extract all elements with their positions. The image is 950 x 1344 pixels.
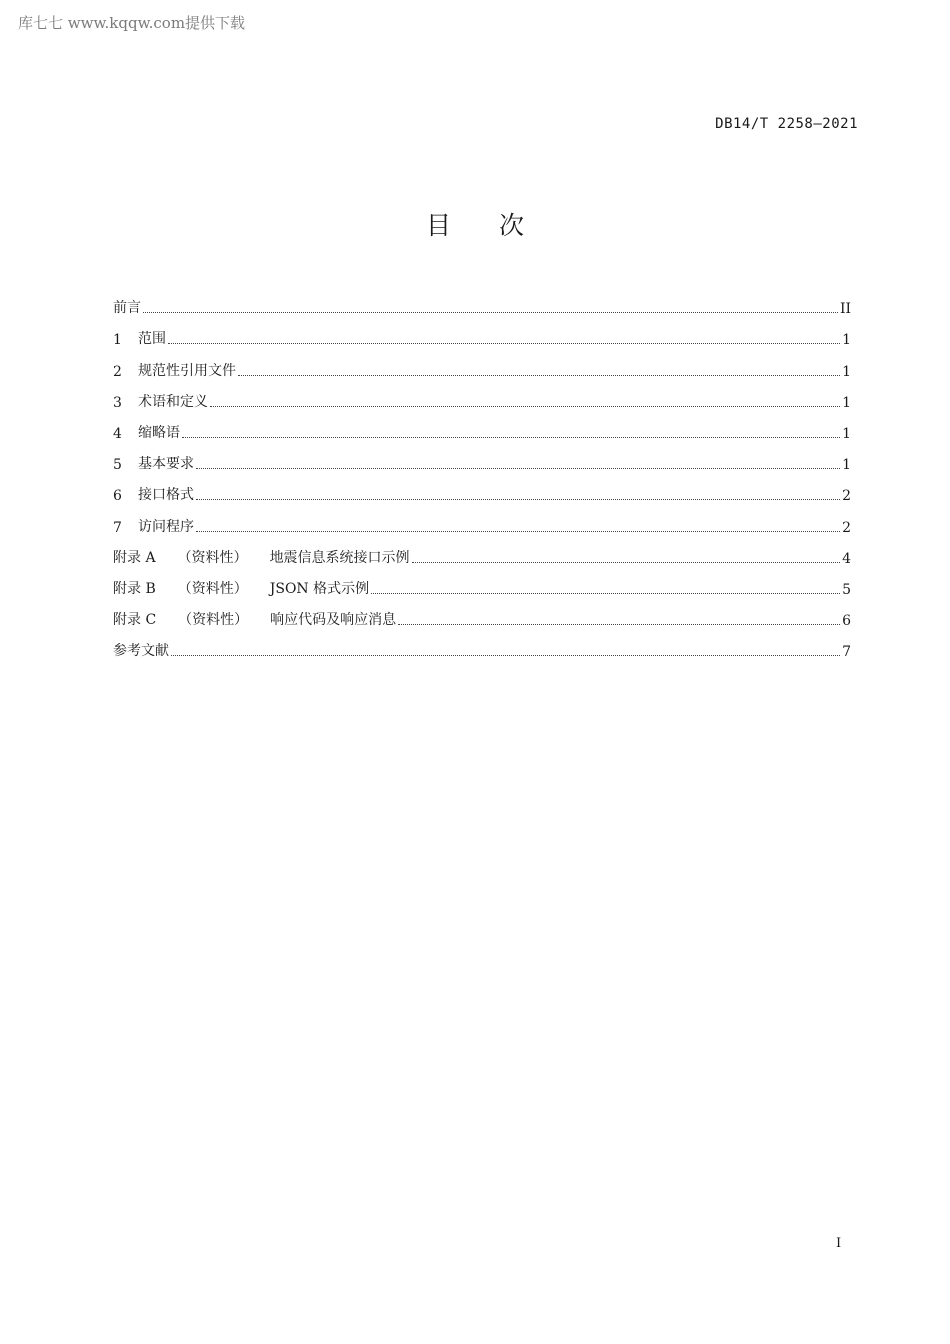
document-code: DB14/T 2258—2021 [715,116,858,132]
toc-leader-dots [168,342,840,344]
toc-leader-dots [398,623,840,625]
toc-title: 目次 [425,211,572,240]
toc-entry-page: 4 [842,550,851,567]
toc-entry-page: 1 [842,457,851,474]
page-number: I [836,1236,842,1251]
toc-leader-dots [171,654,840,656]
toc-entry-page: 1 [842,363,851,380]
toc-leader-dots [412,561,841,563]
toc-entry-page: 2 [842,488,851,505]
toc-entry-category: （资料性） [177,549,248,566]
toc-entry-text: 响应代码及响应消息 [270,612,397,629]
toc-entry-text: 参考文献 [113,643,169,660]
toc-entry-text: 术语和定义 [138,393,208,410]
toc-entry-number: 附录 B [113,580,156,597]
toc-entry-page: 6 [842,613,851,630]
toc-entry-appendix-b[interactable] [113,567,851,598]
table-of-contents [113,286,851,660]
toc-entry-number: 3 [113,394,122,411]
toc-entry-category: （资料性） [177,580,248,597]
toc-entry-page: 7 [842,644,851,661]
toc-entry-text: JSON 格式示例 [269,580,370,597]
toc-leader-dots [196,467,840,469]
toc-entry-number: 5 [113,457,122,474]
toc-entry-foreword[interactable] [113,286,851,317]
toc-entry-text: 访问程序 [138,518,194,535]
toc-entry-number: 6 [113,488,122,505]
toc-entry-terms-definitions[interactable] [113,380,851,411]
toc-leader-dots [143,311,838,313]
toc-entry-text: 前言 [113,300,141,317]
toc-entry-text: 规范性引用文件 [138,362,236,379]
toc-entry-text: 基本要求 [138,456,194,473]
toc-entry-text: 缩略语 [138,424,180,441]
toc-entry-category: （资料性） [178,612,249,629]
toc-entry-normative-references[interactable] [113,348,851,379]
toc-entry-text: 接口格式 [138,487,194,504]
toc-entry-appendix-a[interactable] [113,536,851,567]
toc-entry-bibliography[interactable] [113,629,851,660]
toc-entry-number: 4 [113,425,122,442]
toc-entry-page: 2 [842,519,851,536]
watermark-text: 库七七 www.kqqw.com提供下载 [18,14,246,32]
toc-entry-number: 1 [113,332,122,349]
toc-leader-dots [371,592,840,594]
toc-leader-dots [196,498,840,500]
toc-entry-number: 7 [113,519,122,536]
toc-entry-text: 地震信息系统接口示例 [269,549,410,566]
toc-entry-number: 2 [113,363,122,380]
toc-leader-dots [238,374,840,376]
toc-entry-page: II [839,301,851,318]
toc-entry-access-procedure[interactable] [113,504,851,535]
toc-entry-abbreviations[interactable] [113,411,851,442]
toc-entry-number: 附录 A [113,549,156,566]
toc-entry-scope[interactable] [113,317,851,348]
toc-entry-page: 1 [842,332,851,349]
toc-entry-interface-format[interactable] [113,473,851,504]
toc-entry-appendix-c[interactable] [113,598,851,629]
toc-entry-basic-requirements[interactable] [113,442,851,473]
toc-entry-page: 5 [842,581,851,598]
toc-leader-dots [182,436,840,438]
toc-leader-dots [210,405,840,407]
toc-leader-dots [196,530,840,532]
toc-entry-page: 1 [842,425,851,442]
toc-entry-page: 1 [842,394,851,411]
toc-entry-text: 范围 [138,331,166,348]
toc-entry-number: 附录 C [113,612,157,629]
